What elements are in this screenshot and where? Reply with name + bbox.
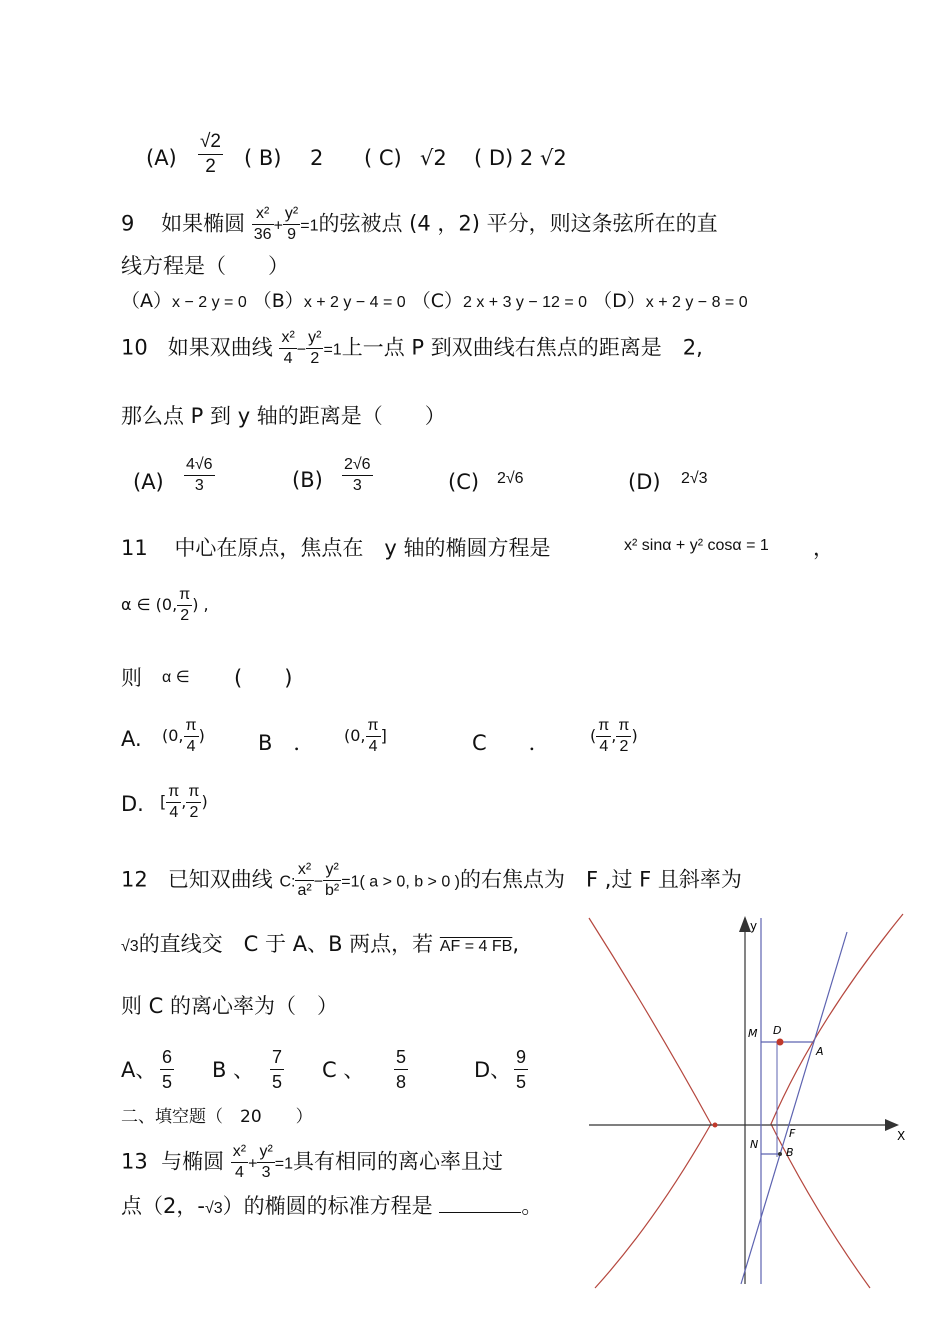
label-x: X: [897, 1129, 906, 1143]
q12-line1: 12 已知双曲线 C: $\frac{\text{x²}}{\text{a²}}$ − $\frac{\text{y²}}{\text{b²}}$ =1( a > 0, b > 0 )的右焦点为 F ,过 F 且斜率为: [121, 861, 742, 899]
q11-alpha-in: α ∈: [162, 669, 190, 686]
label-D: D: [773, 1024, 782, 1037]
q9-option-a-eq: x − 2 y = 0: [172, 294, 247, 311]
q10-option-a-label: (A): [133, 470, 164, 494]
q12-option-c-fraction: $\frac{5}{8}$: [396, 1047, 407, 1092]
q9-options: [121, 286, 748, 313]
q10-minus: −: [296, 341, 307, 359]
q11-condition: α ∈ (0, $\frac{\pi}{2}$ ) ,: [121, 586, 209, 624]
q11-option-c-value: ( $\frac{\pi}{4}$ , $\frac{\pi}{2}$ ): [590, 717, 638, 755]
q9-number: 9: [121, 211, 135, 236]
label-F: F: [789, 1127, 796, 1140]
q11-equation: x² sinα + y² cosα = 1: [624, 537, 769, 554]
q8-option-d-value: √2: [540, 146, 567, 170]
q10-suffix: 上一点 P 到双曲线右焦点的距离是 2,: [341, 335, 703, 360]
q13-answer-blank[interactable]: [439, 1212, 521, 1213]
point-D: [777, 1039, 784, 1046]
q9-option-b: （B）: [252, 290, 304, 312]
q8-option-c-value: √2: [420, 146, 447, 170]
q11-comma: ，: [813, 536, 834, 560]
q11-option-b-label: B ．: [258, 731, 315, 755]
hyperbola-figure: [585, 912, 915, 1292]
section-fill-in-title: 二、填空题（ 20 ）: [121, 1107, 313, 1127]
q11-option-b-value: (0, $\frac{\pi}{4}$ ]: [344, 717, 387, 755]
q9-fraction-2: $\frac{\text{y²}}{9}$: [284, 205, 299, 243]
hyperbola-right-branch: [771, 914, 906, 1288]
q11-option-d-label: D.: [121, 792, 144, 816]
q10-option-d-label: (D): [628, 470, 661, 494]
q10-fraction-1: $\frac{\text{x²}}{4}$: [281, 329, 295, 367]
label-A: A: [816, 1045, 824, 1058]
q10-line2: 那么点 P 到 y 轴的距离是（ ）: [121, 404, 446, 428]
point-vertex: [713, 1123, 718, 1128]
q13-suffix: 具有相同的离心率且过: [293, 1149, 504, 1174]
q9-line1: [121, 204, 718, 245]
q12-prefix: 已知双曲线: [167, 867, 273, 892]
q11-number: 11: [121, 536, 148, 560]
q10-option-b-fraction: $\frac{2√6}{3}$: [344, 456, 371, 494]
q9-suffix: 的弦被点 (4 ，2) 平分，则这条弦所在的直: [318, 211, 718, 236]
q9-fraction-1: $\frac{\text{x²}}{36}$: [253, 205, 272, 243]
q9-option-a: （A）: [121, 290, 172, 312]
q12-option-a-fraction: $\frac{6}{5}$: [162, 1047, 173, 1092]
q8-option-a-fraction: $\frac{√2}{2}$: [200, 131, 221, 177]
q12-option-c-label: C 、: [322, 1058, 365, 1082]
q10-option-b-label: (B): [292, 468, 323, 492]
q12-line2: √3的直线交 C 于 A、B 两点，若 AF = 4 FB,: [121, 932, 519, 956]
q11-option-c-label: C ．: [472, 731, 550, 755]
q11-line1: [121, 532, 551, 562]
q13-line1: 13 与椭圆 $\frac{\text{x²}}{4}$ + $\frac{\text{y²}}{3}$ =1具有相同的离心率且过: [121, 1143, 504, 1181]
q12-condition: =1( a > 0, b > 0 ): [341, 873, 461, 891]
q8-option-c-label: ( C): [364, 146, 402, 170]
q13-line2: 点（2，-√3）的椭圆的标准方程是 。: [121, 1194, 543, 1218]
q11-option-a-value: (0, $\frac{\pi}{4}$ ): [162, 717, 205, 755]
q10-fraction-2: $\frac{\text{y²}}{2}$: [308, 329, 322, 367]
q12-option-d-label: D、: [474, 1058, 512, 1082]
label-B: B: [786, 1146, 794, 1159]
q12-suffix: 的右焦点为 F ,过 F 且斜率为: [460, 867, 742, 892]
q10-equals: =1: [323, 341, 342, 359]
q11-then: 则: [121, 666, 142, 690]
q12-number: 12: [121, 867, 148, 892]
hyperbola-left-branch: [589, 918, 711, 1288]
label-M: M: [748, 1027, 758, 1040]
label-y: y: [750, 919, 758, 933]
q10-option-c-label: (C): [448, 470, 480, 494]
q10-option-c-value: 2√6: [497, 470, 524, 487]
q12-option-b-fraction: $\frac{7}{5}$: [272, 1047, 283, 1092]
q11-option-a-label: A.: [121, 727, 142, 751]
q12-option-a-label: A、: [121, 1058, 157, 1082]
q9-option-d-eq: x + 2 y − 8 = 0: [645, 294, 748, 311]
q9-plus: +: [273, 217, 283, 235]
q12-option-d-fraction: $\frac{9}{5}$: [516, 1047, 527, 1092]
q12-line3: 则 C 的离心率为（ ）: [121, 994, 339, 1018]
q12-vector-eq: AF = 4 FB: [439, 938, 513, 955]
q13-number: 13: [121, 1149, 148, 1174]
q9-option-b-eq: x + 2 y − 4 = 0: [303, 294, 406, 311]
q9-option-c: （C）: [411, 290, 463, 312]
q12-option-b-label: B 、: [212, 1058, 255, 1082]
q9-option-d: （D）: [593, 290, 646, 312]
q10-option-a-fraction: $\frac{4√6}{3}$: [186, 456, 213, 494]
point-B: [778, 1152, 782, 1156]
q10-option-d-value: 2√3: [681, 470, 708, 487]
q13-prefix: 与椭圆: [161, 1149, 225, 1174]
q11-answer-paren: ( ): [234, 666, 293, 690]
q10-prefix: 如果双曲线: [167, 335, 273, 360]
q8-option-d-label: ( D) 2: [474, 146, 534, 170]
q9-prefix: 如果椭圆: [161, 211, 246, 236]
q8-option-a-label: (A): [146, 146, 177, 170]
label-N: N: [750, 1138, 759, 1151]
q9-equals: =1: [300, 217, 319, 235]
q10-line1: [121, 328, 703, 369]
q8-option-b-label: ( B): [244, 146, 282, 170]
q10-number: 10: [121, 335, 148, 360]
q11-text: 中心在原点，焦点在 y 轴的椭圆方程是: [174, 536, 551, 560]
q9-option-c-eq: 2 x + 3 y − 12 = 0: [462, 294, 588, 311]
q9-line2: 线方程是（ ）: [121, 254, 289, 278]
q11-option-d-value: [ $\frac{\pi}{4}$ , $\frac{\pi}{2}$ ): [160, 783, 208, 821]
q8-option-b-value: 2: [310, 146, 324, 170]
